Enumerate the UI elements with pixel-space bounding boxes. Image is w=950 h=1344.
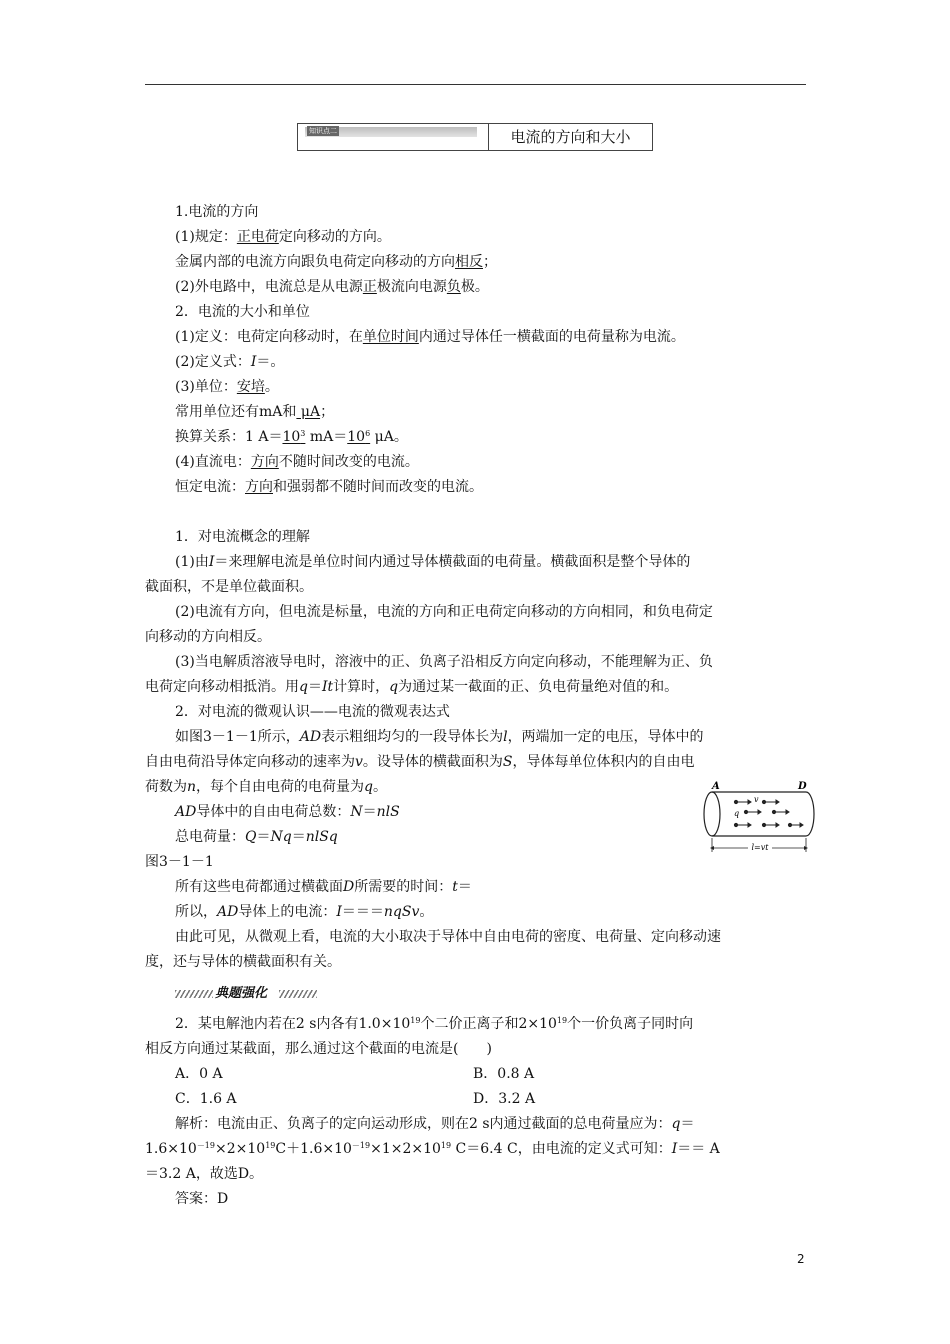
knowledge-tag-label: 知识点二 — [309, 127, 337, 135]
section-banner — [175, 985, 317, 1003]
cylinder-end-d — [806, 792, 814, 836]
solution-line: ＝3.2 A，故选D。 — [145, 1166, 264, 1182]
text-line: 荷数为n，每个自由电荷的电荷量为q。 — [145, 779, 387, 795]
question-line: 相反方向通过某截面，那么通过这个截面的电流是( ) — [145, 1041, 492, 1057]
answer-line: 答案：D — [175, 1191, 229, 1207]
figure-label-d: D — [798, 781, 807, 792]
option-d: D．3.2 A — [473, 1091, 536, 1107]
section-title: 电流的方向和大小 — [510, 128, 631, 146]
text-line: 金属内部的电流方向跟负电荷定向移动的方向相反； — [175, 254, 497, 270]
text-line: (4)直流电：方向不随时间改变的电流。 — [175, 454, 419, 470]
figure-label-q: q — [734, 809, 740, 818]
figure-label-a: A — [712, 781, 720, 792]
text-line: 如图3－1－1所示，AD表示粗细均匀的一段导体长为l，两端加一定的电压，导体中的 — [175, 729, 704, 745]
text-line: AD导体中的自由电荷总数：N＝nlS — [175, 804, 400, 820]
header-rule — [145, 84, 806, 85]
text-line: 2．对电流的微观认识——电流的微观表达式 — [175, 704, 450, 720]
question-line: 2．某电解池内若在2 s内各有$1.0\times 10^{19}$个二价正离子和$2\times 10^{19}$个一价负离子同时向 — [175, 1016, 694, 1032]
text-line: 2．电流的大小和单位 — [175, 304, 310, 320]
figure-caption: 图3－1－1 — [145, 854, 214, 870]
conductor-figure — [698, 778, 820, 854]
option-c: C．1.6 A — [175, 1091, 237, 1107]
text-line: (2)定义式：I＝。 — [175, 354, 285, 370]
banner-hatch-left — [175, 990, 213, 998]
text-line: 电荷定向移动相抵消。用q＝It计算时，q为通过某一截面的正、负电荷量绝对值的和。 — [145, 679, 679, 695]
banner-title: 典题强化 — [215, 986, 268, 1001]
figure-label-v: v — [754, 795, 759, 804]
text-line: 恒定电流：方向和强弱都不随时间而改变的电流。 — [175, 479, 483, 495]
text-line: (3)单位：安培。 — [175, 379, 279, 395]
text-line: 所有这些电荷都通过横截面D所需要的时间：t＝ — [175, 879, 472, 895]
text-line: 截面积，不是单位截面积。 — [145, 579, 313, 595]
text-line: (3)当电解质溶液导电时，溶液中的正、负离子沿相反方向定向移动，不能理解为正、负 — [175, 654, 713, 670]
text-line: 常用单位还有mA和 μA； — [175, 404, 335, 420]
text-line: 1．对电流概念的理解 — [175, 529, 310, 545]
text-line: 由此可见，从微观上看，电流的大小取决于导体中自由电荷的密度、电荷量、定向移动速 — [175, 929, 721, 945]
text-line: 度，还与导体的横截面积有关。 — [145, 954, 341, 970]
page-number: 2 — [797, 1252, 805, 1266]
text-line: 所以，AD导体上的电流：I＝＝＝nqSv。 — [175, 904, 434, 920]
cylinder-end-a — [704, 792, 720, 836]
text-line: 总电荷量：Q＝Nq＝nlSq — [175, 829, 338, 845]
knowledge-point-header — [297, 123, 653, 151]
text-line: (1)由I＝来理解电流是单位时间内通过导体横截面的电荷量。横截面积是整个导体的 — [175, 554, 691, 570]
knowledge-tag-cell — [298, 124, 489, 150]
text-line: (2)外电路中，电流总是从电源正极流向电源负极。 — [175, 279, 489, 295]
figure-label-length: l=vt — [751, 843, 769, 852]
text-line: 自由电荷沿导体定向移动的速率为v。设导体的横截面积为S，导体每单位体积内的自由电 — [145, 754, 695, 770]
option-a: A．0 A — [175, 1066, 223, 1082]
banner-hatch-right — [279, 990, 317, 998]
text-line: (2)电流有方向，但电流是标量，电流的方向和正电荷定向移动的方向相同，和负电荷定 — [175, 604, 713, 620]
text-line: (1)定义：电荷定向移动时，在单位时间内通过导体任一横截面的电荷量称为电流。 — [175, 329, 685, 345]
solution-line: $1.6\times 10^{-19}\times 2\times 10^{19}C+1.6\times 10^{-19}\times 1\times 2\times 10^{19}$ C＝6.4 C，由电流的定义式可知：I＝＝ A — [145, 1141, 720, 1157]
option-b: B．0.8 A — [473, 1066, 535, 1082]
text-line: 向移动的方向相反。 — [145, 629, 271, 645]
text-line: 1.电流的方向 — [175, 204, 259, 220]
text-line: 换算关系：1 $A=10^3$ $mA=10^6$ μA。 — [175, 429, 408, 445]
solution-line: 解析：电流由正、负离子的定向运动形成，则在2 s内通过截面的总电荷量应为：q＝ — [175, 1116, 695, 1132]
text-line: (1)规定：正电荷定向移动的方向。 — [175, 229, 391, 245]
knowledge-tag — [305, 127, 477, 137]
charge-arrows — [734, 800, 803, 827]
